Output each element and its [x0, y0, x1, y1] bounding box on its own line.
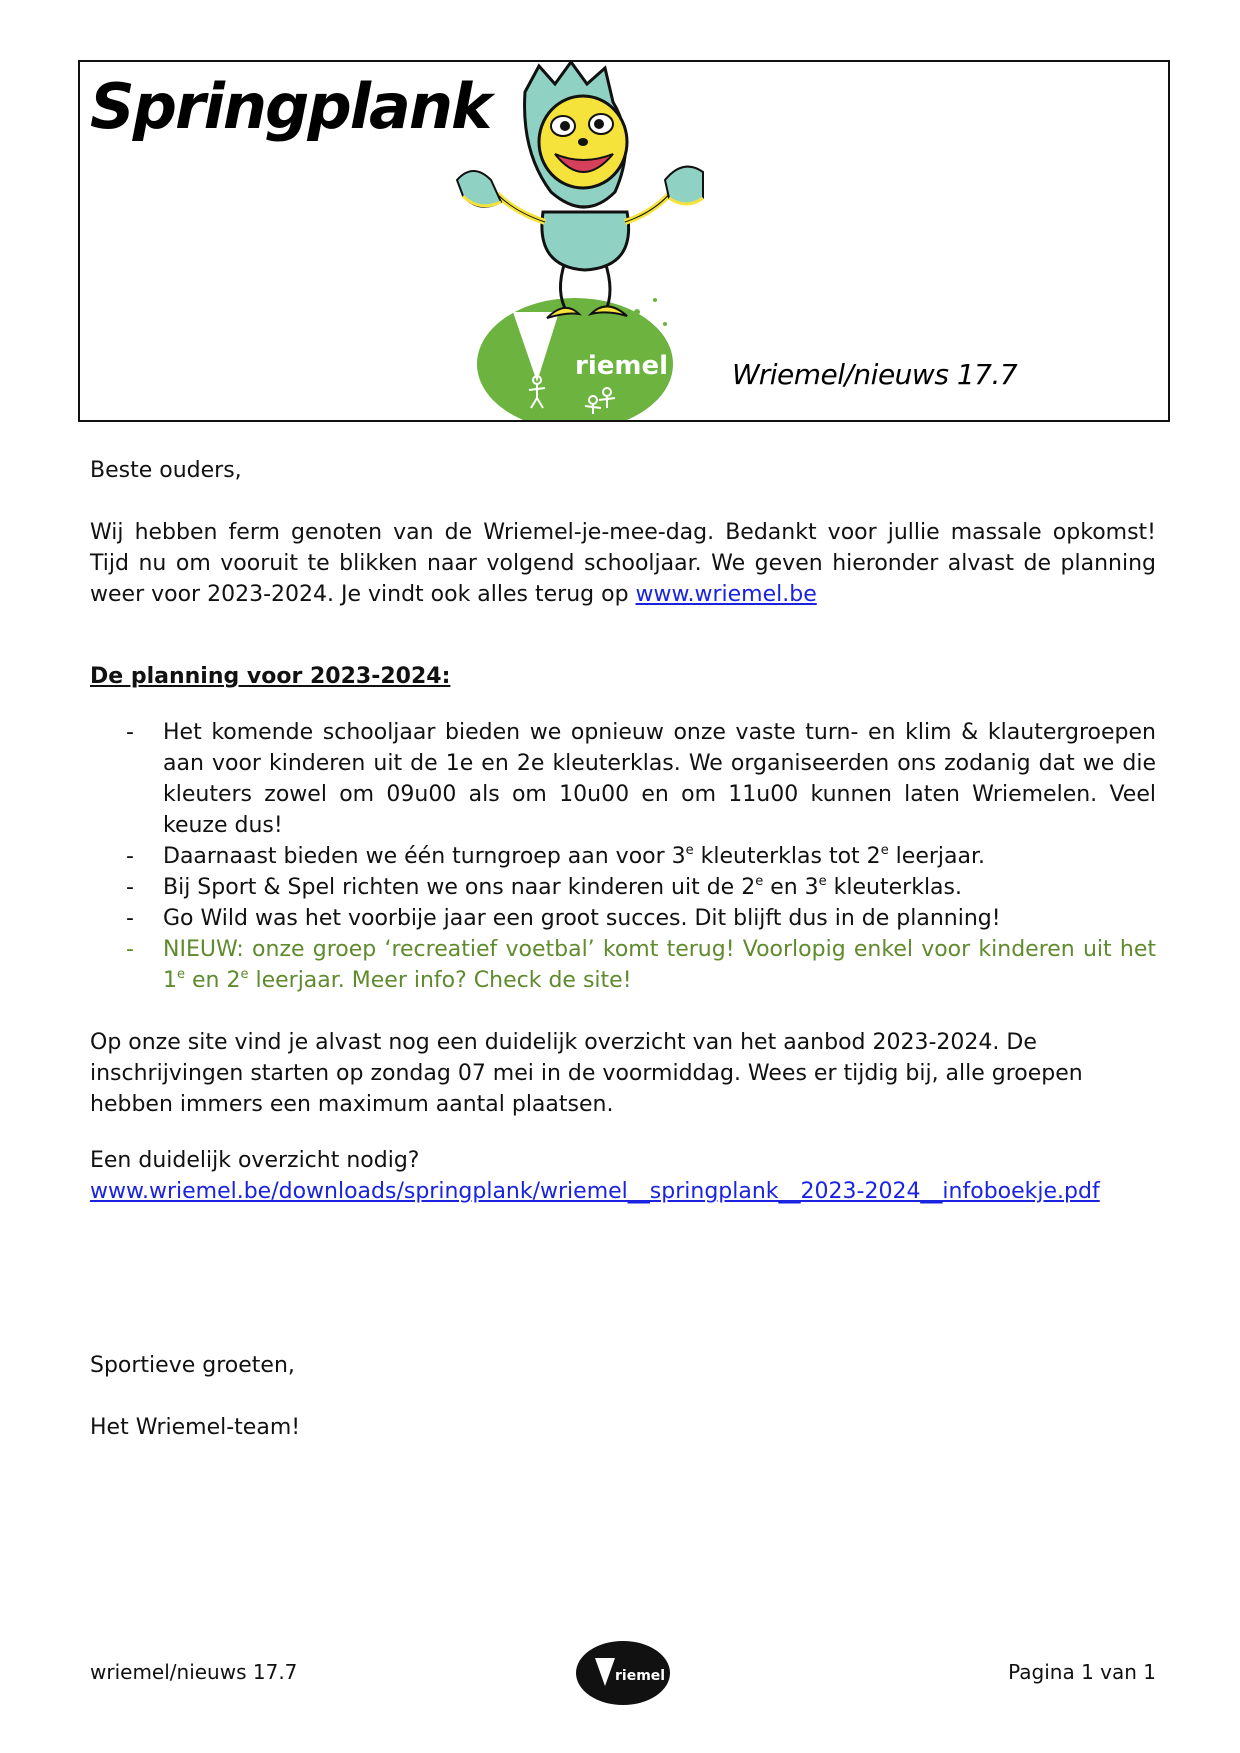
overview-question: Een duidelijk overzicht nodig?	[90, 1148, 420, 1173]
sneaker-left-icon	[457, 171, 501, 207]
list-item: - Bij Sport & Spel richten we ons naar kinderen uit de 2e en 3e kleuterklas.	[126, 874, 962, 900]
svg-text:riemel: riemel	[615, 1668, 666, 1684]
newsletter-title: Springplank	[90, 70, 491, 143]
planning-heading: De planning voor 2023-2024:	[90, 664, 451, 689]
planning-list	[90, 717, 1156, 996]
logo-text: riemel	[575, 351, 669, 381]
closing: Sportieve groeten,	[90, 1353, 295, 1378]
footer-wriemel-logo	[575, 1640, 671, 1706]
infobook-link[interactable]: www.wriemel.be/downloads/springplank/wriemel__springplank__2023-2024__infoboekje.pdf	[90, 1179, 1100, 1204]
footer-page-number: Pagina 1 van 1	[1008, 1660, 1156, 1684]
greeting: Beste ouders,	[90, 458, 242, 483]
list-item-new: - NIEUW: onze groep ‘recreatief voetbal’ komt terug! Voorlopig enkel voor kinderen uit het 1e en 2e leerjaar. Meer info? Check de site!	[126, 937, 1156, 993]
intro-paragraph	[90, 517, 1156, 610]
wriemel-mascot-logo	[455, 62, 745, 420]
letter-body	[90, 455, 1156, 1443]
intro-text: Wij hebben ferm genoten van de Wriemel-je-mee-dag. Bedankt voor jullie massale opkomst! Tijd nu om vooruit te blikken naar volgend schooljaar. We geven hieronder alvast de planning weer voor 2023-2024. Je vindt ook alles terug op	[90, 520, 1156, 607]
list-item: - Het komende schooljaar bieden we opnieuw onze vaste turn- en klim & klautergroepen aan voor kinderen uit de 1e en 2e kleuterklas. We organiseerden ons zodanig dat we die kleuters zowel om 09u00 als om 10u00 en om 11u00 kunnen laten Wriemelen. Veel keuze dus!	[126, 720, 1156, 838]
footer-issue-label: wriemel/nieuws 17.7	[90, 1660, 298, 1684]
signature: Het Wriemel-team!	[90, 1415, 301, 1440]
website-link[interactable]: www.wriemel.be	[635, 582, 817, 607]
list-item: - Go Wild was het voorbije jaar een groot succes. Dit blijft dus in de planning!	[126, 906, 1001, 931]
mascot-body	[542, 212, 629, 270]
issue-label: Wriemel/nieuws 17.7	[732, 358, 1018, 391]
overview-paragraph: Op onze site vind je alvast nog een duidelijk overzicht van het aanbod 2023-2024. De inschrijvingen starten op zondag 07 mei in de voormiddag. Wees er tijdig bij, alle groepen hebben immers een maximum aantal plaatsen.	[90, 1030, 1083, 1117]
list-item: - Daarnaast bieden we één turngroep aan voor 3e kleuterklas tot 2e leerjaar.	[126, 843, 986, 869]
sneaker-right-icon	[665, 167, 703, 204]
mascot-nose	[578, 138, 588, 146]
infobook-link-line	[90, 1176, 1156, 1207]
